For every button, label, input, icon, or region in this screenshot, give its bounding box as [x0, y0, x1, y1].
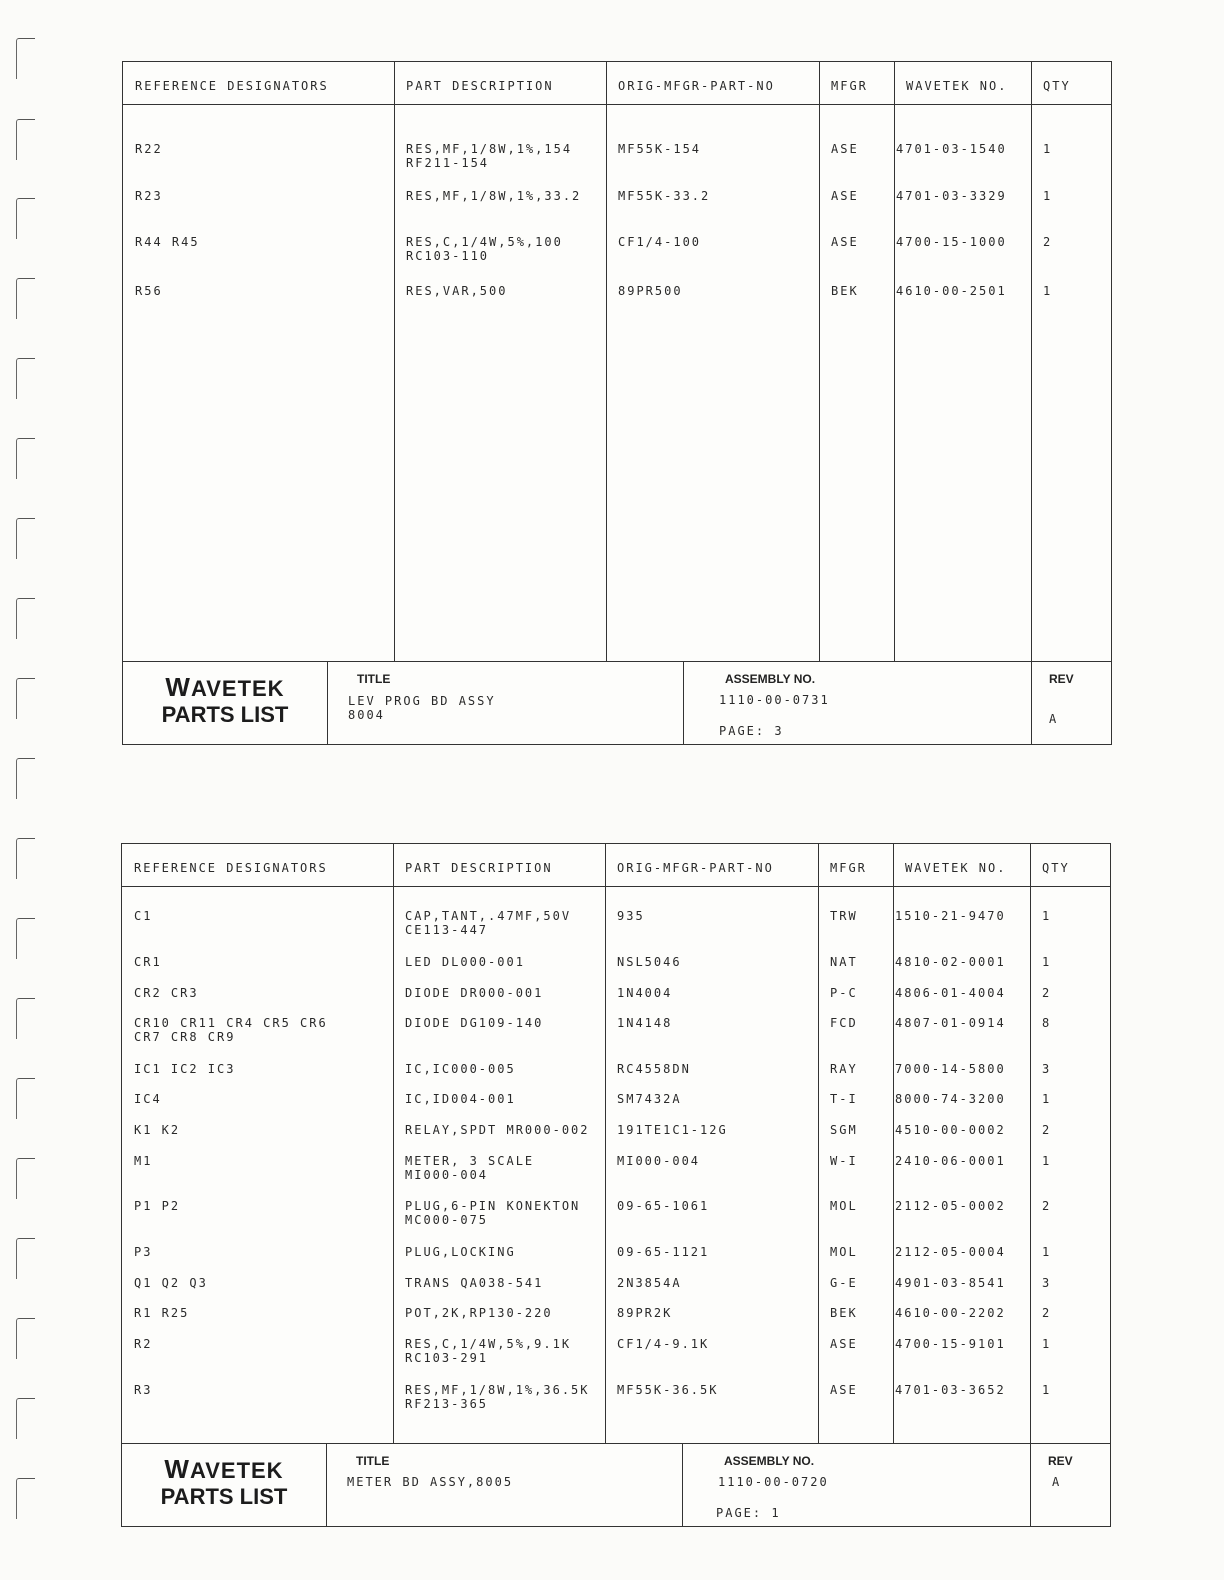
footer-divider — [326, 1444, 327, 1526]
qty-value: 1 — [1043, 284, 1053, 298]
mfgr-code: ASE — [831, 189, 859, 203]
column-header-mfgr: MFGR — [830, 861, 867, 875]
wavetek-no: 4700-15-1000 — [896, 235, 1007, 249]
parts-list-heading: PARTS LIST — [161, 702, 289, 727]
wavetek-no: 4510-00-0002 — [895, 1123, 1006, 1137]
qty-value: 2 — [1042, 1123, 1052, 1137]
rev-label: REV — [1048, 1454, 1073, 1468]
part-description: TRANS QA038-541 — [405, 1276, 544, 1290]
revision-value: A — [1049, 712, 1059, 726]
column-header-orig-part-no: ORIG-MFGR-PART-NO — [617, 861, 774, 875]
ref-designator: P3 — [134, 1245, 153, 1259]
column-header-row — [123, 62, 1111, 105]
page-number: PAGE: 3 — [719, 724, 784, 738]
orig-part-no: RC4558DN — [617, 1062, 691, 1076]
ref-designator: R44 R45 — [135, 235, 200, 249]
brand-name: WAVETEK — [164, 1454, 284, 1484]
parts-list-heading: PARTS LIST — [160, 1484, 288, 1509]
ref-designator: R3 — [134, 1383, 153, 1397]
parts-list-sheet-page-3 — [122, 61, 1112, 745]
orig-part-no: MF55K-154 — [618, 142, 702, 156]
column-header-description: PART DESCRIPTION — [406, 79, 554, 93]
wavetek-no: 4610-00-2202 — [895, 1306, 1006, 1320]
wavetek-no: 8000-74-3200 — [895, 1092, 1006, 1106]
part-description: LED DL000-001 — [405, 955, 525, 969]
part-description: RES,C,1/4W,5%,9.1K RC103-291 — [405, 1337, 572, 1365]
wavetek-no: 2112-05-0002 — [895, 1199, 1006, 1213]
binder-hole — [16, 119, 35, 160]
wavetek-no: 4901-03-8541 — [895, 1276, 1006, 1290]
part-description: RELAY,SPDT MR000-002 — [405, 1123, 590, 1137]
binder-hole — [16, 838, 35, 879]
qty-value: 1 — [1042, 955, 1052, 969]
ref-designator: IC4 — [134, 1092, 162, 1106]
orig-part-no: SM7432A — [617, 1092, 682, 1106]
ref-designator: CR2 CR3 — [134, 986, 199, 1000]
part-description: RES,MF,1/8W,1%,36.5K RF213-365 — [405, 1383, 590, 1411]
column-header-row — [122, 844, 1110, 887]
orig-part-no: CF1/4-9.1K — [617, 1337, 710, 1351]
wavetek-no: 4810-02-0001 — [895, 955, 1006, 969]
column-header-qty: QTY — [1042, 861, 1070, 875]
title-block — [122, 1443, 1110, 1526]
qty-value: 3 — [1042, 1276, 1052, 1290]
part-description: CAP,TANT,.47MF,50V CE113-447 — [405, 909, 572, 937]
revision-value: A — [1052, 1475, 1062, 1489]
assembly-number: 1110-00-0731 — [719, 693, 830, 707]
part-description: RES,MF,1/8W,1%,33.2 — [406, 189, 582, 203]
footer-divider — [327, 662, 328, 744]
orig-part-no: NSL5046 — [617, 955, 682, 969]
column-divider — [1030, 844, 1031, 1443]
binder-hole — [16, 1398, 35, 1439]
mfgr-code: RAY — [830, 1062, 858, 1076]
title-label: TITLE — [357, 672, 391, 686]
part-description: IC,IC000-005 — [405, 1062, 516, 1076]
part-description: RES,MF,1/8W,1%,154 RF211-154 — [406, 142, 573, 170]
binder-hole — [16, 38, 35, 79]
binder-hole — [16, 438, 35, 479]
orig-part-no: 1N4148 — [617, 1016, 673, 1030]
parts-list-sheet-page-1 — [121, 843, 1111, 1527]
wavetek-no: 4701-03-3329 — [896, 189, 1007, 203]
brand-name: WAVETEK — [165, 672, 285, 702]
qty-value: 3 — [1042, 1062, 1052, 1076]
binder-holes — [16, 0, 40, 1580]
orig-part-no: 935 — [617, 909, 645, 923]
mfgr-code: P-C — [830, 986, 858, 1000]
mfgr-code: BEK — [831, 284, 859, 298]
column-header-reference: REFERENCE DESIGNATORS — [135, 79, 329, 93]
qty-value: 1 — [1042, 1245, 1052, 1259]
qty-value: 1 — [1042, 1337, 1052, 1351]
ref-designator: R22 — [135, 142, 163, 156]
orig-part-no: 89PR500 — [618, 284, 683, 298]
wavetek-no: 4700-15-9101 — [895, 1337, 1006, 1351]
part-description: DIODE DG109-140 — [405, 1016, 544, 1030]
qty-value: 1 — [1042, 1092, 1052, 1106]
ref-designator: Q1 Q2 Q3 — [134, 1276, 208, 1290]
wavetek-no: 2410-06-0001 — [895, 1154, 1006, 1168]
binder-hole — [16, 198, 35, 239]
qty-value: 2 — [1043, 235, 1053, 249]
mfgr-code: ASE — [831, 235, 859, 249]
wavetek-no: 4806-01-4004 — [895, 986, 1006, 1000]
ref-designator: R56 — [135, 284, 163, 298]
mfgr-code: BEK — [830, 1306, 858, 1320]
wavetek-no: 7000-14-5800 — [895, 1062, 1006, 1076]
part-description: PLUG,6-PIN KONEKTON MC000-075 — [405, 1199, 581, 1227]
page-number: PAGE: 1 — [716, 1506, 781, 1520]
part-description: POT,2K,RP130-220 — [405, 1306, 553, 1320]
binder-hole — [16, 1158, 35, 1199]
mfgr-code: TRW — [830, 909, 858, 923]
mfgr-code: G-E — [830, 1276, 858, 1290]
column-header-reference: REFERENCE DESIGNATORS — [134, 861, 328, 875]
part-description: PLUG,LOCKING — [405, 1245, 516, 1259]
qty-value: 1 — [1042, 1383, 1052, 1397]
part-description: METER, 3 SCALE MI000-004 — [405, 1154, 535, 1182]
binder-hole — [16, 278, 35, 319]
wavetek-no: 1510-21-9470 — [895, 909, 1006, 923]
mfgr-code: W-I — [830, 1154, 858, 1168]
mfgr-code: NAT — [830, 955, 858, 969]
orig-part-no: MF55K-36.5K — [617, 1383, 719, 1397]
binder-hole — [16, 1238, 35, 1279]
binder-hole — [16, 358, 35, 399]
column-divider — [605, 844, 606, 1443]
qty-value: 8 — [1042, 1016, 1052, 1030]
qty-value: 1 — [1043, 189, 1053, 203]
ref-designator: CR1 — [134, 955, 162, 969]
mfgr-code: MOL — [830, 1199, 858, 1213]
binder-hole — [16, 518, 35, 559]
qty-value: 1 — [1043, 142, 1053, 156]
ref-designator: K1 K2 — [134, 1123, 181, 1137]
ref-designator: P1 P2 — [134, 1199, 181, 1213]
qty-value: 2 — [1042, 1199, 1052, 1213]
assembly-no-label: ASSEMBLY NO. — [724, 1454, 815, 1468]
mfgr-code: FCD — [830, 1016, 858, 1030]
column-divider — [818, 844, 819, 1443]
column-header-wavetek-no: WAVETEK NO. — [905, 861, 1007, 875]
title-label: TITLE — [356, 1454, 390, 1468]
wavetek-no: 4610-00-2501 — [896, 284, 1007, 298]
footer-divider — [1031, 662, 1032, 744]
orig-part-no: 09-65-1121 — [617, 1245, 710, 1259]
ref-designator: IC1 IC2 IC3 — [134, 1062, 236, 1076]
assembly-title: LEV PROG BD ASSY 8004 — [348, 694, 496, 722]
column-header-wavetek-no: WAVETEK NO. — [906, 79, 1008, 93]
column-header-mfgr: MFGR — [831, 79, 868, 93]
ref-designator: R1 R25 — [134, 1306, 190, 1320]
binder-hole — [16, 998, 35, 1039]
column-header-description: PART DESCRIPTION — [405, 861, 553, 875]
qty-value: 1 — [1042, 1154, 1052, 1168]
part-description: IC,ID004-001 — [405, 1092, 516, 1106]
wavetek-logo — [123, 662, 327, 744]
rev-label: REV — [1049, 672, 1074, 686]
qty-value: 1 — [1042, 909, 1052, 923]
footer-divider — [1030, 1444, 1031, 1526]
binder-hole — [16, 1078, 35, 1119]
mfgr-code: ASE — [831, 142, 859, 156]
mfgr-code: ASE — [830, 1337, 858, 1351]
orig-part-no: 09-65-1061 — [617, 1199, 710, 1213]
qty-value: 2 — [1042, 986, 1052, 1000]
mfgr-code: ASE — [830, 1383, 858, 1397]
column-divider — [893, 844, 894, 1443]
orig-part-no: 2N3854A — [617, 1276, 682, 1290]
column-header-qty: QTY — [1043, 79, 1071, 93]
binder-hole — [16, 1318, 35, 1359]
mfgr-code: SGM — [830, 1123, 858, 1137]
orig-part-no: CF1/4-100 — [618, 235, 702, 249]
assembly-title: METER BD ASSY,8005 — [347, 1475, 514, 1489]
title-block — [123, 661, 1111, 744]
mfgr-code: MOL — [830, 1245, 858, 1259]
binder-hole — [16, 678, 35, 719]
part-description: RES,VAR,500 — [406, 284, 508, 298]
ref-designator: R2 — [134, 1337, 153, 1351]
orig-part-no: 1N4004 — [617, 986, 673, 1000]
assembly-no-label: ASSEMBLY NO. — [725, 672, 816, 686]
part-description: DIODE DR000-001 — [405, 986, 544, 1000]
ref-designator: CR10 CR11 CR4 CR5 CR6 CR7 CR8 CR9 — [134, 1016, 328, 1044]
orig-part-no: MI000-004 — [617, 1154, 701, 1168]
orig-part-no: MF55K-33.2 — [618, 189, 711, 203]
ref-designator: M1 — [134, 1154, 153, 1168]
binder-hole — [16, 758, 35, 799]
orig-part-no: 89PR2K — [617, 1306, 673, 1320]
footer-divider — [683, 662, 684, 744]
ref-designator: C1 — [134, 909, 153, 923]
wavetek-no: 2112-05-0004 — [895, 1245, 1006, 1259]
orig-part-no: 191TE1C1-12G — [617, 1123, 728, 1137]
wavetek-logo — [122, 1444, 326, 1526]
qty-value: 2 — [1042, 1306, 1052, 1320]
wavetek-no: 4701-03-3652 — [895, 1383, 1006, 1397]
binder-hole — [16, 598, 35, 639]
wavetek-no: 4701-03-1540 — [896, 142, 1007, 156]
ref-designator: R23 — [135, 189, 163, 203]
binder-hole — [16, 918, 35, 959]
binder-hole — [16, 1478, 35, 1519]
part-description: RES,C,1/4W,5%,100 RC103-110 — [406, 235, 563, 263]
footer-divider — [682, 1444, 683, 1526]
column-header-orig-part-no: ORIG-MFGR-PART-NO — [618, 79, 775, 93]
mfgr-code: T-I — [830, 1092, 858, 1106]
wavetek-no: 4807-01-0914 — [895, 1016, 1006, 1030]
assembly-number: 1110-00-0720 — [718, 1475, 829, 1489]
